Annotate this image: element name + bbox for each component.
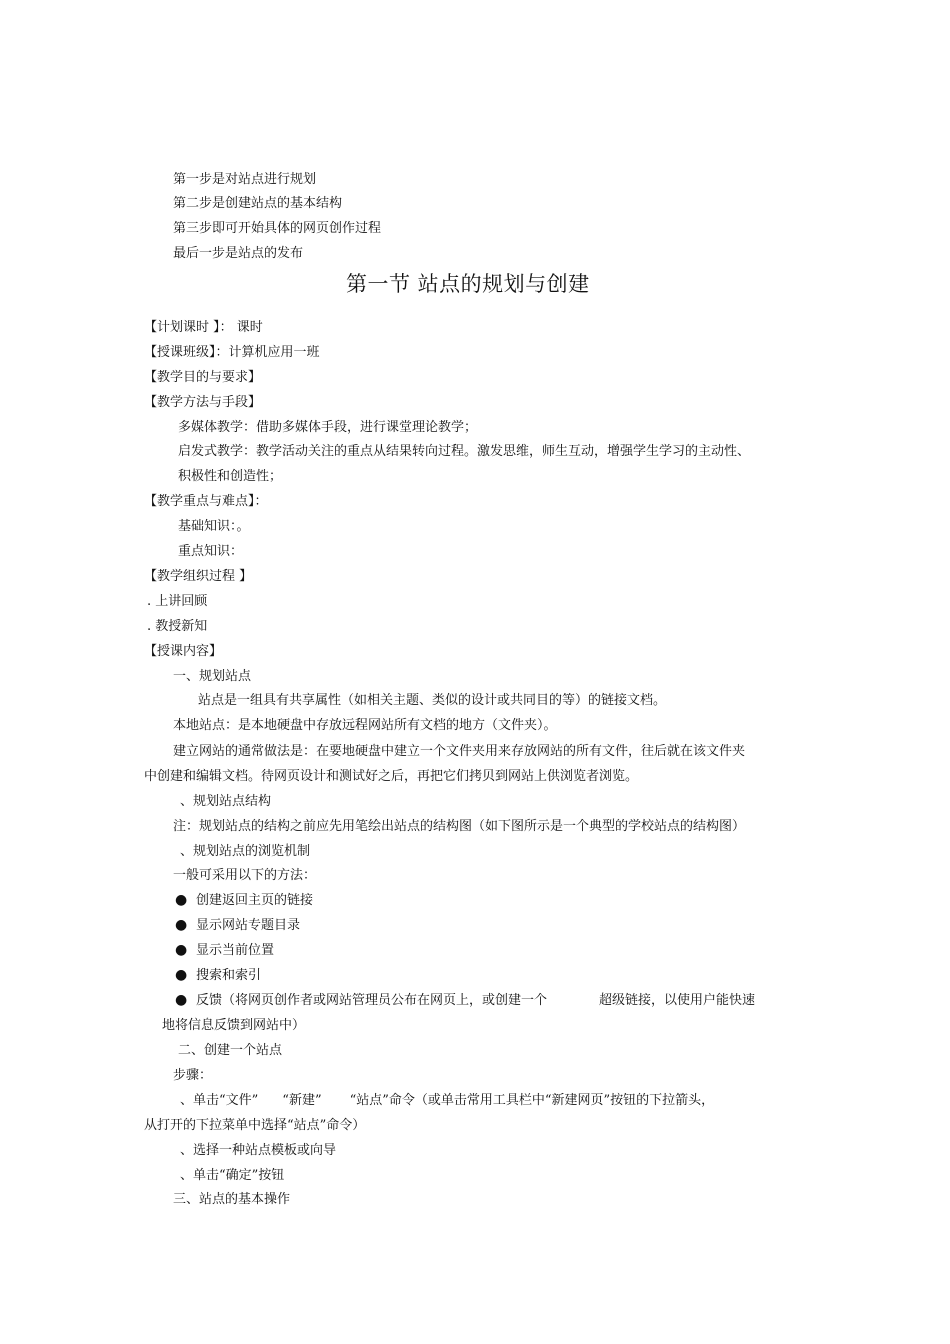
- intro-step: 最后一步是站点的发布: [173, 246, 304, 261]
- bullet-dot-icon: ●: [175, 892, 188, 908]
- step-line: 从打开的下拉菜单中选择“站点”命令）: [144, 1118, 366, 1133]
- review-line: . 上讲回顾: [147, 594, 208, 609]
- intro-step: 第一步是对站点进行规划: [173, 172, 317, 187]
- class-line: 【授课班级】：计算机应用一班: [144, 345, 320, 360]
- step-text: “新建”: [282, 1093, 322, 1108]
- intro-step: 第三步即可开始具体的网页创作过程: [173, 221, 382, 236]
- bullet-item: 显示网站专题目录: [196, 918, 301, 933]
- plan-browse-heading: 、规划站点的浏览机制: [180, 844, 311, 859]
- organization-heading: 【教学组织过程 】: [144, 569, 253, 584]
- bullet-item: 搜索和索引: [196, 968, 262, 983]
- site-definition: 站点是一组具有共享属性（如相关主题、类似的设计或共同目的等）的链接文档。: [198, 693, 667, 708]
- part-two-heading: 二、创建一个站点: [178, 1043, 283, 1058]
- feedback-continuation: 地将信息反馈到网站中）: [162, 1018, 306, 1033]
- step-line: [180, 1092, 714, 1110]
- part-three-heading: 三、站点的基本操作: [173, 1192, 291, 1207]
- feedback-text: 超级链接，以使用户能快速: [599, 993, 756, 1008]
- bullet-dot-icon: ●: [175, 967, 188, 983]
- basic-knowledge-line: 基础知识：。: [178, 519, 250, 534]
- bullet-item: 创建返回主页的链接: [196, 893, 314, 908]
- method-line: 积极性和创造性；: [178, 469, 283, 484]
- local-site-line: 本地站点：是本地硬盘中存放远程网站所有文档的地方（文件夹）。: [173, 718, 557, 733]
- bullet-dot-icon: ●: [175, 917, 188, 933]
- steps-label: 步骤：: [173, 1068, 213, 1083]
- key-points-heading: 【教学重点与难点】：: [144, 494, 268, 509]
- bullet-item: [196, 992, 755, 1010]
- usual-practice-line: 建立网站的通常做法是：在要地硬盘中建立一个文件夹用来存放网站的所有文件，往后就在该文件夹: [173, 744, 746, 759]
- methods-intro-line: 一般可采用以下的方法：: [173, 868, 317, 883]
- bullet-dot-icon: ●: [175, 992, 188, 1008]
- usual-practice-line: 中创建和编辑文档。待网页设计和测试好之后，再把它们拷贝到网站上供浏览者浏览。: [144, 769, 639, 784]
- bullet-item: 显示当前位置: [196, 943, 275, 958]
- content-heading: 【授课内容】: [144, 644, 223, 659]
- key-knowledge-line: 重点知识：: [178, 544, 244, 559]
- method-line: 多媒体教学：借助多媒体手段，进行课堂理论教学；: [178, 420, 478, 435]
- bullet-dot-icon: ●: [175, 942, 188, 958]
- plan-hours-line: 【计划课时 】： 课时: [144, 320, 263, 335]
- methods-heading: 【教学方法与手段】: [144, 395, 262, 410]
- feedback-text: 反馈（将网页创作者或网站管理员公布在网页上，或创建一个: [196, 993, 548, 1008]
- step-text: 、单击“文件”: [180, 1093, 259, 1108]
- step-line: 、选择一种站点模板或向导: [180, 1143, 337, 1158]
- note-line: 注：规划站点的结构之前应先用笔绘出站点的结构图（如下图所示是一个典型的学校站点的结构图）: [173, 819, 746, 834]
- objectives-heading: 【教学目的与要求】: [144, 370, 262, 385]
- new-knowledge-line: . 教授新知: [147, 619, 208, 634]
- step-text: “站点”命令（或单击常用工具栏中“新建网页”按钮的下拉箭头，: [349, 1093, 715, 1108]
- section-title: 第一节 站点的规划与创建: [346, 272, 590, 296]
- part-one-heading: 一、规划站点: [173, 669, 252, 684]
- step-line: 、单击“确定”按钮: [180, 1168, 285, 1183]
- intro-step: 第二步是创建站点的基本结构: [173, 196, 343, 211]
- plan-structure-heading: 、规划站点结构: [180, 794, 272, 809]
- method-line: 启发式教学：教学活动关注的重点从结果转向过程。激发思维，师生互动，增强学生学习的主动性、: [178, 444, 751, 459]
